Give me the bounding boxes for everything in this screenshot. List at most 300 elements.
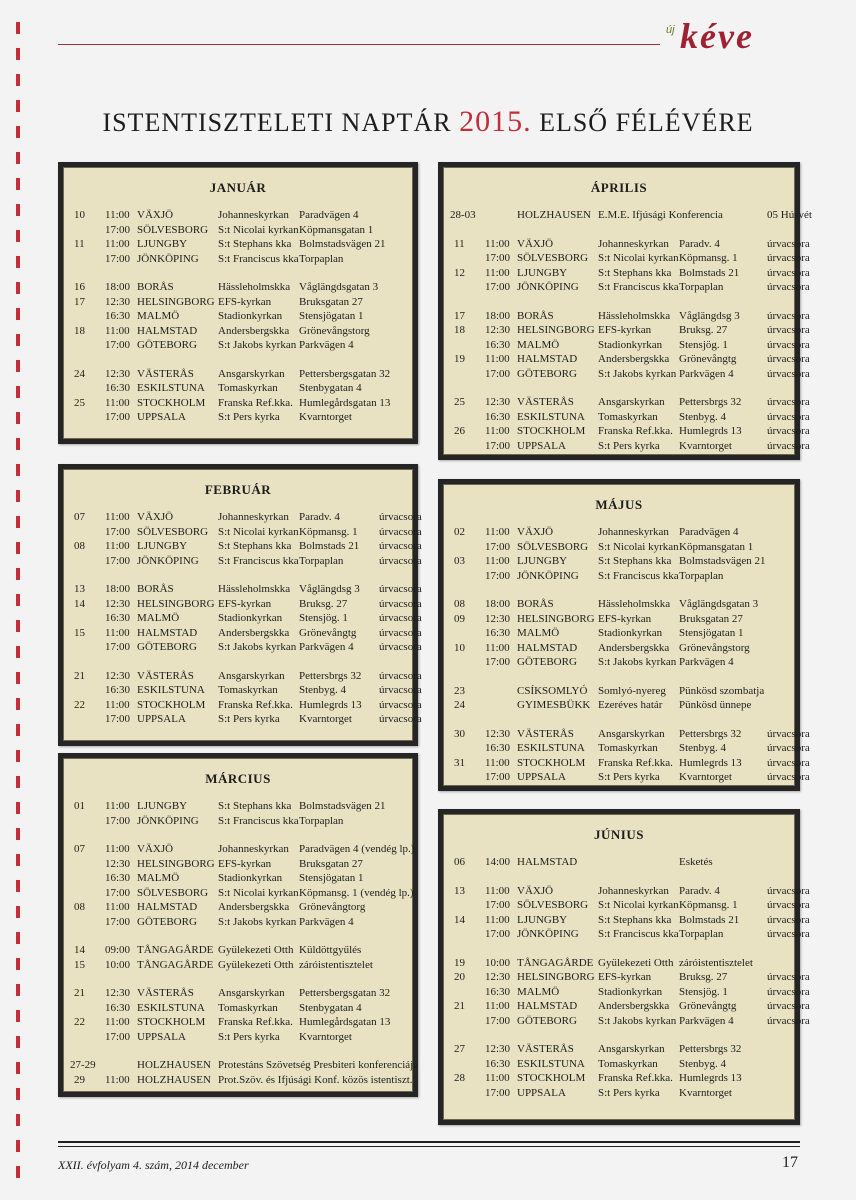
cell-day: 12 bbox=[454, 266, 465, 279]
cell-time: 17:00 bbox=[485, 928, 511, 940]
cell-time: 12:30 bbox=[105, 295, 131, 308]
cell-time: 17:00 bbox=[485, 656, 511, 668]
cell-time: 12:30 bbox=[105, 987, 131, 999]
cell-time: 17:00 bbox=[105, 1030, 131, 1043]
month-box-januar bbox=[58, 162, 418, 444]
month-box-majus bbox=[438, 479, 810, 791]
month-heading: JANUÁR bbox=[209, 180, 267, 195]
cell-city: HELSINGBORG bbox=[517, 324, 595, 336]
cell-church: S:t Stephans kka bbox=[218, 540, 292, 552]
cell-address: Bolmstads 21 bbox=[299, 540, 360, 552]
cell-church: S:t Franciscus kka bbox=[218, 252, 299, 265]
cell-day: 14 bbox=[74, 944, 85, 956]
cell-city: JÖNKÖPING bbox=[137, 252, 199, 265]
cell-city: MALMÖ bbox=[137, 310, 180, 322]
cell-note: úrvacsora bbox=[379, 612, 422, 624]
cell-day: 14 bbox=[74, 597, 85, 610]
cell-day: 22 bbox=[74, 1016, 85, 1028]
cell-church: Tomaskyrkan bbox=[598, 742, 658, 754]
cell-city: HALMSTAD bbox=[517, 641, 578, 654]
cell-time: 16:30 bbox=[105, 612, 131, 624]
cell-note: úrvacsora bbox=[767, 1000, 810, 1012]
cell-city: UPPSALA bbox=[517, 771, 566, 783]
cell-time: 11:00 bbox=[105, 238, 130, 250]
cell-time: 17:00 bbox=[105, 525, 131, 538]
cell-church: Andersbergskka bbox=[598, 641, 670, 654]
cell-church: Ezeréves határ bbox=[598, 699, 663, 711]
cell-church: S:t Jakobs kyrkan bbox=[598, 1014, 677, 1027]
cell-city: JÖNKÖPING bbox=[517, 569, 579, 582]
cell-time: 16:30 bbox=[485, 742, 511, 754]
cell-address: Kvarntorget bbox=[299, 713, 352, 725]
cell-city: VÄSTERÅS bbox=[137, 987, 194, 999]
cell-address: Parkvägen 4 bbox=[679, 656, 734, 668]
cell-time: 17:00 bbox=[485, 281, 511, 293]
cell-church: Andersbergskka bbox=[218, 901, 290, 913]
cell-time: 17:00 bbox=[485, 540, 511, 553]
cell-day: 03 bbox=[454, 555, 465, 567]
cell-note: úrvacsora bbox=[379, 641, 422, 653]
cell-address: Paradvägen 4 bbox=[299, 209, 359, 221]
cell-city: GÖTEBORG bbox=[517, 656, 577, 668]
cell-time: 11:00 bbox=[485, 756, 510, 769]
cell-city: UPPSALA bbox=[137, 1030, 186, 1043]
cell-church: S:t Nicolai kyrkan bbox=[598, 899, 679, 911]
cell-address: Bruksgatan 27 bbox=[299, 857, 363, 870]
cell-church: Ansgarskyrkan bbox=[218, 367, 285, 380]
cell-time: 17:00 bbox=[105, 411, 131, 423]
cell-church: S:t Nicolai kyrkan bbox=[218, 525, 299, 538]
cell-address: Torpaplan bbox=[679, 281, 724, 293]
cell-church: Franska Ref.kka. bbox=[598, 425, 673, 437]
cell-church: S:t Pers kyrka bbox=[598, 439, 660, 452]
cell-city: SÖLVESBORG bbox=[517, 252, 589, 264]
cell-church: Stadionkyrkan bbox=[218, 612, 283, 624]
cell-city: VÄSTERÅS bbox=[517, 1043, 574, 1055]
cell-church: Johanneskyrkan bbox=[218, 843, 289, 855]
cell-church: Hässleholmskka bbox=[218, 281, 291, 293]
cell-note: úrvacsora bbox=[379, 525, 422, 538]
cell-time: 17:00 bbox=[485, 252, 511, 264]
cell-city: GÖTEBORG bbox=[137, 915, 197, 928]
cell-address: Stensjög. 1 bbox=[679, 985, 728, 998]
cell-address: Grönevångstorg bbox=[299, 324, 370, 337]
cell-address: Parkvägen 4 bbox=[679, 1014, 734, 1027]
cell-time: 11:00 bbox=[105, 396, 130, 409]
cell-address: Grönevångstorg bbox=[679, 641, 750, 654]
cell-address: Bruksgatan 27 bbox=[679, 612, 743, 625]
cell-note: úrvacsora bbox=[767, 252, 810, 264]
cell-day: 21 bbox=[74, 669, 85, 682]
cell-note: úrvacsora bbox=[767, 410, 810, 423]
cell-city: SÖLVESBORG bbox=[137, 886, 209, 899]
cell-city: ESKILSTUNA bbox=[517, 410, 585, 423]
cell-address: Grönevångtg bbox=[299, 626, 357, 639]
cell-address: Pettersbergsgatan 32 bbox=[299, 367, 391, 380]
month-box-marcius bbox=[58, 753, 418, 1097]
cell-day: 23 bbox=[454, 684, 465, 697]
cell-city: VÄXJÖ bbox=[517, 526, 554, 538]
cell-note: úrvacsora bbox=[767, 742, 810, 754]
cell-address: Humlegrds 13 bbox=[679, 1072, 742, 1084]
month-heading: JÚNIUS bbox=[594, 827, 644, 842]
cell-note: úrvacsora bbox=[767, 884, 810, 897]
cell-address: Köpmansgatan 1 bbox=[299, 223, 374, 236]
cell-day: 14 bbox=[454, 913, 465, 926]
cell-address: Stenbyg. 4 bbox=[679, 410, 727, 423]
cell-church: Andersbergskka bbox=[218, 324, 290, 337]
cell-church: Somlyó-nyereg bbox=[598, 684, 666, 697]
cell-church: S:t Jakobs kyrkan bbox=[218, 641, 297, 653]
cell-address: Stensjögatan 1 bbox=[299, 872, 364, 884]
title-pre: ISTENTISZTELETI NAPTÁR bbox=[102, 108, 460, 137]
cell-time: 16:30 bbox=[105, 382, 131, 394]
cell-city: MALMÖ bbox=[517, 338, 560, 351]
cell-time: 11:00 bbox=[105, 1073, 130, 1086]
cell-note: úrvacsora bbox=[767, 237, 810, 250]
cell-church: S:t Pers kyrka bbox=[598, 1086, 660, 1099]
cell-day: 08 bbox=[454, 598, 465, 610]
cell-time: 17:00 bbox=[485, 569, 511, 582]
cell-time: 11:00 bbox=[105, 800, 130, 812]
cell-address: Pettersbrgs 32 bbox=[679, 396, 742, 408]
cell-church: Hässleholmskka bbox=[598, 598, 671, 610]
cell-address: Stensjögatan 1 bbox=[299, 310, 364, 322]
cell-time: 16:30 bbox=[485, 338, 511, 351]
cell-note: úrvacsora bbox=[767, 281, 810, 293]
cell-day: 02 bbox=[454, 526, 465, 538]
cell-city: VÄSTERÅS bbox=[137, 367, 194, 380]
cell-city: MALMÖ bbox=[137, 612, 180, 624]
cell-church: Prot.Szöv. és Ifjúsági Konf. közös istentiszt. bbox=[218, 1073, 413, 1086]
cell-note: úrvacsora bbox=[767, 425, 810, 437]
cell-day: 22 bbox=[74, 698, 85, 711]
cell-church: Protestáns Szövetség Presbiteri konferenciája bbox=[218, 1059, 419, 1071]
cell-address: Stenbygatan 4 bbox=[299, 1001, 362, 1014]
cell-time: 11:00 bbox=[485, 884, 510, 897]
cell-address: Bruksg. 27 bbox=[679, 324, 728, 336]
cell-address: Küldöttgyűlés bbox=[299, 944, 362, 956]
cell-church: Stadionkyrkan bbox=[598, 985, 663, 998]
logo-prefix: új bbox=[666, 24, 675, 36]
cell-address: Pettersbrgs 32 bbox=[679, 1043, 742, 1055]
cell-note: úrvacsora bbox=[767, 727, 810, 740]
cell-time: 16:30 bbox=[105, 872, 131, 884]
cell-address: Bolmstadsvägen 21 bbox=[679, 555, 766, 567]
cell-city: STOCKHOLM bbox=[517, 756, 586, 769]
cell-note: úrvacsora bbox=[767, 266, 810, 279]
cell-time: 11:00 bbox=[105, 698, 130, 711]
month-heading: FEBRUÁR bbox=[204, 482, 272, 497]
footer-rule bbox=[58, 1141, 800, 1147]
cell-time: 10:00 bbox=[105, 958, 131, 971]
cell-address: Stensjögatan 1 bbox=[679, 627, 744, 639]
cell-address: Stenbyg. 4 bbox=[679, 742, 727, 754]
cell-address: Våglängdsgatan 3 bbox=[299, 281, 379, 293]
cell-church: Ansgarskyrkan bbox=[218, 987, 285, 999]
cell-note: úrvacsora bbox=[767, 324, 810, 336]
cell-note: úrvacsora bbox=[767, 913, 810, 926]
cell-city: HOLZHAUSEN bbox=[137, 1059, 211, 1071]
cell-city: STOCKHOLM bbox=[137, 1016, 206, 1028]
cell-time: 10:00 bbox=[485, 956, 511, 969]
cell-address: Köpmansg. 1 bbox=[679, 252, 738, 264]
cell-note: úrvacsora bbox=[767, 899, 810, 911]
logo: kéve bbox=[680, 16, 754, 56]
cell-city: VÄXJÖ bbox=[137, 209, 174, 221]
cell-address: Bruksg. 27 bbox=[299, 597, 348, 610]
cell-city: VÄXJÖ bbox=[517, 884, 554, 897]
cell-note: úrvacsora bbox=[379, 540, 422, 552]
cell-city: LJUNGBY bbox=[517, 913, 568, 926]
cell-time: 17:00 bbox=[485, 1086, 511, 1099]
cell-time: 16:30 bbox=[485, 410, 511, 423]
cell-church: S:t Franciscus kka bbox=[598, 281, 679, 293]
cell-time: 17:00 bbox=[105, 252, 131, 265]
cell-address: Bruksg. 27 bbox=[679, 971, 728, 983]
cell-address: Pünkösd szombatja bbox=[679, 684, 765, 697]
cell-church: S:t Nicolai kyrkan bbox=[218, 886, 299, 899]
cell-time: 12:30 bbox=[485, 324, 511, 336]
cell-day: 08 bbox=[74, 540, 85, 552]
cell-church: S:t Nicolai kyrkan bbox=[598, 252, 679, 264]
header-rule bbox=[58, 44, 660, 45]
cell-day: 10 bbox=[74, 209, 85, 221]
binding-marks bbox=[16, 22, 20, 1182]
cell-city: ESKILSTUNA bbox=[517, 1057, 585, 1070]
cell-address: Torpaplan bbox=[679, 569, 724, 582]
cell-city: VÄSTERÅS bbox=[137, 669, 194, 682]
cell-city: VÄXJÖ bbox=[137, 511, 174, 523]
cell-note: úrvacsora bbox=[767, 971, 810, 983]
cell-city: HELSINGBORG bbox=[137, 857, 215, 870]
cell-day: 18 bbox=[74, 324, 85, 337]
month-box-aprilis bbox=[438, 162, 812, 460]
cell-church: Stadionkyrkan bbox=[218, 872, 283, 884]
cell-note: úrvacsora bbox=[767, 338, 810, 351]
cell-church: E.M.E. Ifjúsági Konferencia bbox=[598, 209, 723, 221]
cell-church: S:t Jakobs kyrkan bbox=[598, 367, 677, 380]
cell-day: 27 bbox=[454, 1043, 465, 1055]
cell-church: Hässleholmskka bbox=[218, 583, 291, 595]
cell-time: 17:00 bbox=[105, 713, 131, 725]
cell-church: Gyülekezeti Otth bbox=[598, 956, 674, 969]
cell-time: 12:30 bbox=[485, 727, 511, 740]
cell-city: BORÅS bbox=[137, 281, 174, 293]
cell-note: úrvacsora bbox=[767, 771, 810, 783]
cell-time: 17:00 bbox=[105, 814, 131, 827]
cell-church: S:t Pers kyrka bbox=[218, 411, 280, 423]
cell-church: Franska Ref.kka. bbox=[598, 1072, 673, 1084]
cell-city: ESKILSTUNA bbox=[137, 1001, 205, 1014]
cell-address: Grönevångtg bbox=[679, 1000, 737, 1012]
cell-city: UPPSALA bbox=[517, 439, 566, 452]
cell-time: 12:30 bbox=[485, 612, 511, 625]
cell-city: VÄXJÖ bbox=[517, 237, 554, 250]
cell-day: 19 bbox=[454, 956, 465, 969]
cell-day: 11 bbox=[454, 237, 465, 250]
cell-church: Tomaskyrkan bbox=[598, 1057, 658, 1070]
cell-city: MALMÖ bbox=[517, 627, 560, 639]
cell-time: 17:00 bbox=[105, 641, 131, 653]
cell-day: 08 bbox=[74, 901, 85, 913]
cell-day: 21 bbox=[454, 1000, 465, 1012]
cell-address: Bolmstads 21 bbox=[679, 266, 740, 279]
cell-church: S:t Nicolai kyrkan bbox=[598, 540, 679, 553]
cell-city: HALMSTAD bbox=[137, 626, 198, 639]
cell-address: Grönevångtorg bbox=[299, 901, 366, 913]
month-heading: MÁRCIUS bbox=[205, 771, 271, 786]
cell-city: UPPSALA bbox=[517, 1086, 566, 1099]
cell-day: 28-03 bbox=[450, 209, 476, 221]
cell-church: Franska Ref.kka. bbox=[218, 396, 293, 409]
cell-day: 10 bbox=[454, 641, 465, 654]
cell-city: JÖNKÖPING bbox=[517, 281, 579, 293]
cell-church: S:t Nicolai kyrkan bbox=[218, 223, 299, 236]
cell-city: HOLZHAUSEN bbox=[517, 209, 591, 221]
cell-city: LJUNGBY bbox=[137, 800, 188, 812]
cell-city: CSÍKSOMLYÓ bbox=[517, 684, 588, 697]
cell-note: úrvacsora bbox=[767, 756, 810, 769]
cell-church: Gyülekezeti Otth bbox=[218, 944, 294, 956]
cell-church: Stadionkyrkan bbox=[598, 338, 663, 351]
cell-time: 11:00 bbox=[105, 843, 130, 855]
cell-day: 25 bbox=[74, 396, 85, 409]
cell-time: 12:30 bbox=[485, 396, 511, 408]
cell-time: 18:00 bbox=[105, 583, 131, 595]
cell-city: MALMÖ bbox=[137, 872, 180, 884]
cell-day: 28 bbox=[454, 1072, 465, 1084]
cell-note: úrvacsora bbox=[767, 353, 810, 365]
cell-city: SÖLVESBORG bbox=[517, 540, 589, 553]
cell-city: UPPSALA bbox=[137, 411, 186, 423]
cell-address: Parkvägen 4 bbox=[299, 339, 354, 351]
cell-address: záróistentisztelet bbox=[679, 956, 753, 969]
cell-address: Köpmansg. 1 bbox=[679, 899, 738, 911]
cell-address: Våglängdsg 3 bbox=[679, 309, 740, 322]
cell-church: Franska Ref.kka. bbox=[218, 1016, 293, 1028]
cell-church: S:t Stephans kka bbox=[598, 266, 672, 279]
cell-day: 13 bbox=[454, 884, 465, 897]
cell-time: 12:30 bbox=[105, 597, 131, 610]
cell-city: STOCKHOLM bbox=[137, 698, 206, 711]
cell-note: úrvacsora bbox=[767, 1014, 810, 1027]
cell-church: S:t Stephans kka bbox=[218, 238, 292, 250]
cell-day: 06 bbox=[454, 856, 465, 868]
cell-day: 29 bbox=[74, 1073, 85, 1086]
cell-time: 18:00 bbox=[485, 598, 511, 610]
cell-address: Bolmstads 21 bbox=[679, 913, 740, 926]
cell-city: ESKILSTUNA bbox=[137, 382, 205, 394]
cell-address: Stensjög. 1 bbox=[679, 338, 728, 351]
cell-day: 11 bbox=[74, 238, 85, 250]
cell-city: SÖLVESBORG bbox=[137, 525, 209, 538]
cell-city: GÖTEBORG bbox=[137, 641, 197, 653]
cell-day: 09 bbox=[454, 612, 465, 625]
cell-day: 25 bbox=[454, 396, 465, 408]
cell-day: 15 bbox=[74, 958, 85, 971]
cell-city: BORÅS bbox=[517, 598, 554, 610]
month-box-februar bbox=[58, 464, 422, 746]
cell-city: TÅNGAGÅRDE bbox=[137, 958, 214, 971]
cell-address: Paradv. 4 bbox=[679, 237, 720, 250]
cell-city: VÄSTERÅS bbox=[517, 727, 574, 740]
cell-time: 17:00 bbox=[485, 899, 511, 911]
cell-time: 11:00 bbox=[485, 353, 510, 365]
cell-city: HALMSTAD bbox=[517, 353, 578, 365]
cell-time: 18:00 bbox=[485, 309, 511, 322]
cell-city: STOCKHOLM bbox=[137, 396, 206, 409]
cell-address: Våglängdsgatan 3 bbox=[679, 598, 759, 610]
cell-time: 17:00 bbox=[105, 339, 131, 351]
cell-church: S:t Franciscus kka bbox=[598, 928, 679, 940]
cell-church: Franska Ref.kka. bbox=[598, 756, 673, 769]
cell-time: 11:00 bbox=[105, 626, 130, 639]
cell-city: HALMSTAD bbox=[517, 856, 578, 868]
cell-day: 17 bbox=[454, 309, 465, 322]
cell-address: Humlegårdsgatan 13 bbox=[299, 396, 391, 409]
cell-address: Torpaplan bbox=[299, 252, 344, 265]
cell-address: Kvarntorget bbox=[299, 1030, 352, 1043]
cell-note: úrvacsora bbox=[767, 367, 810, 380]
cell-note: úrvacsora bbox=[379, 554, 422, 567]
cell-address: Torpaplan bbox=[679, 928, 724, 940]
cell-address: Pettersbrgs 32 bbox=[679, 727, 742, 740]
cell-church: Johanneskyrkan bbox=[598, 237, 669, 250]
cell-address: Torpaplan bbox=[299, 554, 344, 567]
cell-address: záróistentisztelet bbox=[299, 958, 373, 971]
cell-church: Tomaskyrkan bbox=[218, 684, 278, 696]
cell-church: Hässleholmskka bbox=[598, 309, 671, 322]
cell-time: 11:00 bbox=[485, 1072, 510, 1084]
cell-church: Johanneskyrkan bbox=[218, 511, 289, 523]
cell-time: 11:00 bbox=[105, 901, 130, 913]
cell-time: 12:30 bbox=[485, 971, 511, 983]
cell-note: úrvacsora bbox=[379, 698, 422, 711]
cell-time: 11:00 bbox=[105, 511, 130, 523]
cell-address: Pettersbrgs 32 bbox=[299, 669, 362, 682]
cell-church: S:t Franciscus kka bbox=[598, 569, 679, 582]
cell-address: Parkvägen 4 bbox=[679, 367, 734, 380]
cell-church: Ansgarskyrkan bbox=[598, 727, 665, 740]
cell-address: Köpmansgatan 1 bbox=[679, 540, 754, 553]
cell-church: S:t Pers kyrka bbox=[218, 1030, 280, 1043]
cell-address: Kvarntorget bbox=[679, 1086, 732, 1099]
cell-address: Esketés bbox=[679, 856, 713, 868]
cell-city: VÄXJÖ bbox=[137, 843, 174, 855]
cell-city: TÅNGAGÅRDE bbox=[137, 944, 214, 956]
cell-note: úrvacsora bbox=[379, 583, 422, 595]
cell-city: BORÅS bbox=[517, 309, 554, 322]
cell-note: úrvacsora bbox=[767, 439, 810, 452]
cell-address: Bolmstadsvägen 21 bbox=[299, 238, 386, 250]
cell-church: Andersbergskka bbox=[218, 626, 290, 639]
cell-city: HELSINGBORG bbox=[137, 295, 215, 308]
cell-church: S:t Jakobs kyrkan bbox=[598, 656, 677, 668]
cell-address: Våglängdsg 3 bbox=[299, 583, 360, 595]
cell-time: 16:30 bbox=[485, 1057, 511, 1070]
cell-church: Johanneskyrkan bbox=[598, 884, 669, 897]
cell-city: SÖLVESBORG bbox=[137, 223, 209, 236]
cell-time: 11:00 bbox=[485, 526, 510, 538]
page-number: 17 bbox=[782, 1154, 798, 1171]
cell-church: Johanneskyrkan bbox=[598, 526, 669, 538]
cell-day: 16 bbox=[74, 281, 85, 293]
cell-day: 15 bbox=[74, 626, 85, 639]
cell-church: Ansgarskyrkan bbox=[218, 669, 285, 682]
cell-day: 17 bbox=[74, 295, 85, 308]
cell-church: S:t Pers kyrka bbox=[218, 713, 280, 725]
